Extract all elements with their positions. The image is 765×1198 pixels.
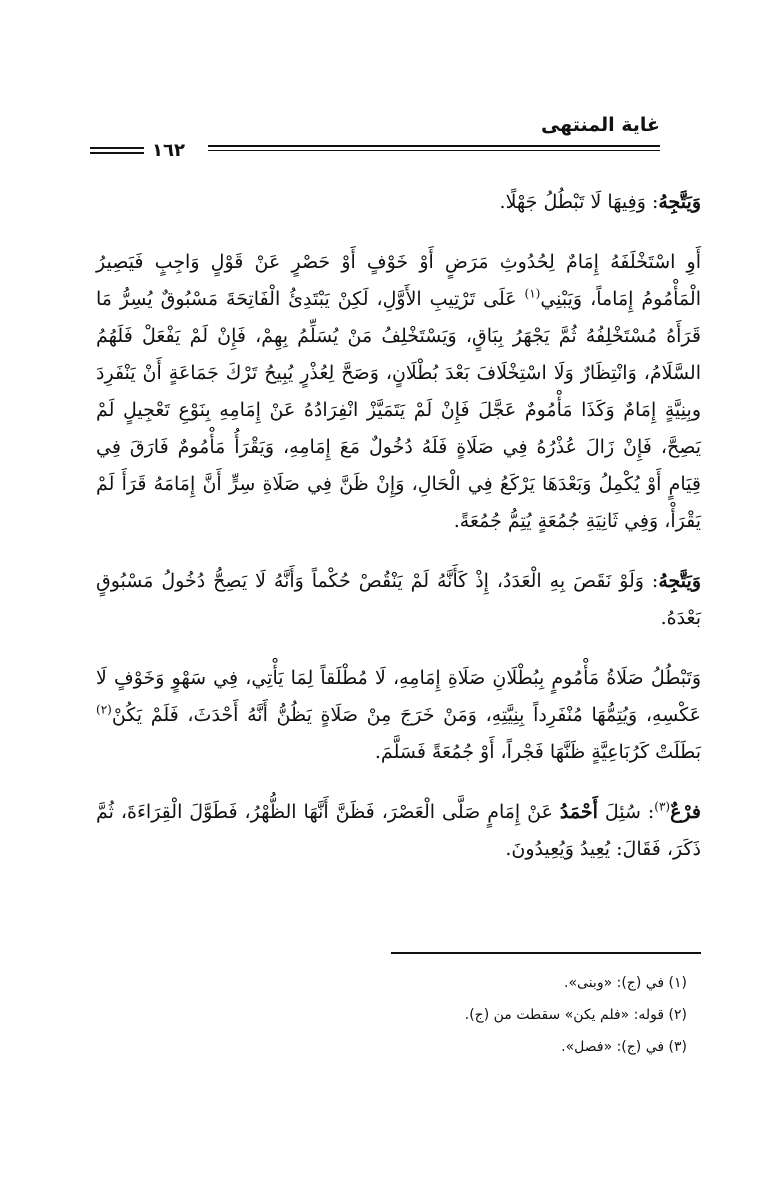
footnote-separator (391, 952, 701, 954)
page-number-block (90, 138, 208, 162)
paragraph-text: أَوِ اسْتَخْلَفَهُ إِمَامٌ لِحُدُوثِ مَرَضٍ أَوْ خَوْفٍ أَوْ حَصْرٍ عَنْ قَوْلٍ وَاجِبٍ فَيَصِيرُ الْمَأْمُومُ إِمَاماً، وَيَبْنِي (96, 251, 701, 310)
term-yattajih: وَيَتَّجِهُ (658, 191, 701, 213)
paragraph-4 (96, 660, 701, 771)
page-header (90, 112, 660, 162)
footnote-ref-1[interactable]: (١) (524, 286, 541, 301)
page-number: ١٦٢ (152, 139, 185, 161)
term-far: فرْعٌ (670, 801, 701, 823)
paragraph-text: : وَلَوْ نَقَصَ بِهِ الْعَدَدُ، إِذْ كَأَنَّهُ لَمْ يَنْقُصْ حُكْماً وَأَنَّهُ لَا يَصِحُّ دُخُولُ مَسْبُوقٍ بَعْدَهُ. (96, 570, 701, 629)
name-ahmad: أَحْمَدُ (559, 801, 598, 823)
paragraph-text: وَتَبْطُلُ صَلَاةُ مَأْمُومٍ بِبُطْلَانِ صَلَاةِ إِمَامِهِ، لَا مُطْلَقاً لِمَا يَأْتِي، فِي سَهْوٍ وَخَوْفٍ لَا عَكْسِهِ، وَيُتِمُّهَا مُنْفَرِداً بِنِيَّتِهِ، وَمَنْ خَرَجَ مِنْ صَلَاةٍ يَظُنُّ أَنَّهُ أَحْدَثَ، فَلَمْ يَكُنْ (96, 667, 701, 726)
paragraph-text: : وَفِيهَا لَا تَبْطُلُ جَهْلًا. (499, 191, 659, 213)
paragraph-text: عَلَى تَرْتِيبِ الأَوَّلِ، لَكِنْ يَبْتَدِئُ الْفَاتِحَةَ مَسْبُوقٌ يُسِرُّ مَا قَرَأَهُ مُسْتَخْلِفُهُ ثُمَّ يَجْهَرُ بِبَاقٍ، وَيَسْتَخْلِفُ مَنْ يُسَلِّمُ بِهِمْ، فَإِنْ لَمْ يَفْعَلْ فَلَهُمُ السَّلَامُ، وَانْتِظَارٌ وَلَا اسْتِخْلَافَ بَعْدَ بُطْلَانٍ، وَصَحَّ لِعُذْرٍ يُبِيحُ تَرْكَ جَمَاعَةٍ أَنْ يَنْفَرِدَ وبِنِيَّةٍ إِمَامٌ وَكَذَا مَأْمُومٌ عَجَّلَ فَإِنْ لَمْ يَتَمَيَّزْ انْفِرَادُهُ عَنْ إِمَامِهِ بِنَوْعِ تَعْجِيلٍ لَمْ يَصِحَّ، فَإِنْ زَالَ عُذْرُهُ فِي صَلَاةٍ فَلَهُ دُخُولٌ مَعَ إِمَامِهِ، وَيَقْرَأُ مَأْمُومٌ فَارَقَ فِي قِيَامٍ أَوْ يُكْمِلُ وَبَعْدَهَا يَرْكَعُ فِي الْحَالِ، وَإِنْ ظَنَّ فِي صَلَاةِ سِرٍّ أَنَّ إِمَامَهُ قَرَأَ لَمْ يَقْرَأْ، وَفِي ثَانِيَةِ جُمُعَةٍ يُتِمُّ جُمُعَةً. (96, 288, 701, 532)
paragraph-2 (96, 244, 701, 540)
paragraph-3 (96, 563, 701, 637)
paragraph-text: بَطَلَتْ كَرُبَاعِيَّةٍ ظَنَّهَا فَجْراً، أَوْ جُمُعَةً فَسَلَّمَ. (374, 741, 701, 763)
paragraph-5 (96, 794, 701, 868)
term-yattajih: وَيَتَّجِهُ (658, 570, 701, 592)
page-number-ornament (90, 147, 144, 154)
paragraph-text: عَنْ إِمَامٍ صَلَّى الْعَصْرَ، فَظَنَّ أَنَّهَا الظُّهْرُ، فَطَوَّلَ الْقِرَاءَةَ، ثُمَّ ذَكَرَ، فَقَالَ: يُعِيدُ وَيُعِيدُونَ. (96, 801, 701, 860)
paragraph-text: : سُئِلَ (597, 801, 655, 823)
running-title: غاية المنتهى (540, 114, 660, 136)
footnote-2: (٢) قوله: «فلم يكن» سقطت من (ج). (464, 1007, 687, 1023)
footnote-1: (١) في (ج): «وبنى». (564, 975, 687, 991)
footnotes (96, 952, 701, 1066)
footnote-3: (٣) في (ج): «فصل». (561, 1039, 687, 1055)
footnote-ref-2[interactable]: (٢) (96, 702, 112, 717)
paragraph-1 (96, 184, 701, 221)
footnote-ref-3[interactable]: (٣) (654, 799, 671, 814)
main-text (96, 184, 701, 888)
